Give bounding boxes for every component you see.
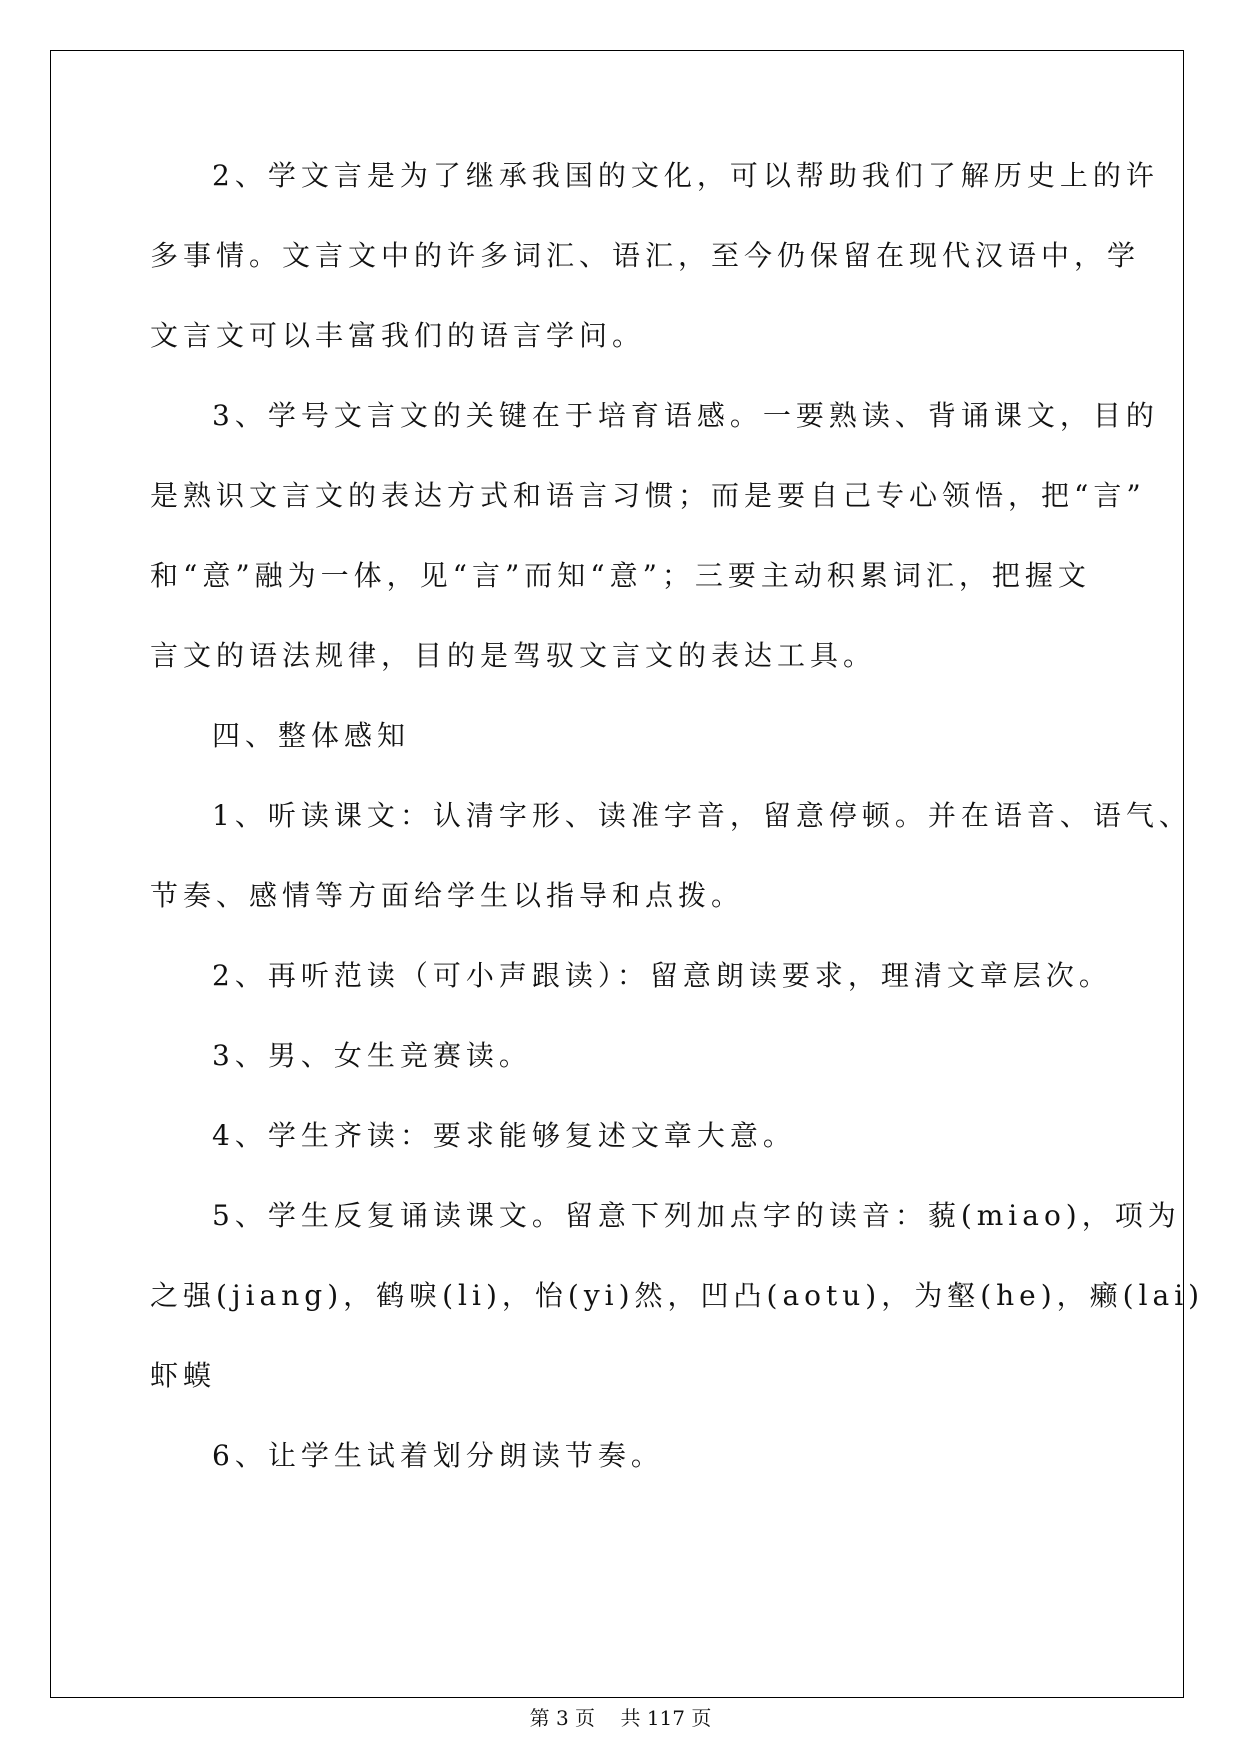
paragraph-line: 2、学文言是为了继承我国的文化，可以帮助我们了解历史上的许: [212, 159, 1159, 192]
paragraph-line: 言文的语法规律，目的是驾驭文言文的表达工具。: [150, 639, 877, 672]
paragraph-line: 和“意”融为一体，见“言”而知“意”；三要主动积累词汇，把握文: [150, 559, 1091, 592]
paragraph-line: 6、让学生试着划分朗读节奏。: [212, 1439, 664, 1472]
paragraph-line: 1、听读课文：认清字形、读准字音，留意停顿。并在语音、语气、: [212, 799, 1192, 832]
paragraph-line: 4、学生齐读：要求能够复述文章大意。: [212, 1119, 796, 1152]
paragraph-line: 之强(jiang)，鹤唳(li)，怡(yi)然，凹凸(aotu)，为壑(he)，癞(lai): [150, 1279, 1205, 1312]
paragraph-line: 文言文可以丰富我们的语言学问。: [150, 319, 646, 352]
page-footer: 第 3 页 共 117 页: [529, 1706, 712, 1730]
section-heading: 四、整体感知: [212, 719, 411, 752]
paragraph-line: 2、再听范读（可小声跟读）：留意朗读要求，理清文章层次。: [212, 959, 1112, 992]
page-body: [150, 159, 1205, 1520]
paragraph-line: 虾蟆: [150, 1359, 217, 1392]
paragraph-line: 节奏、感情等方面给学生以指导和点拨。: [150, 879, 745, 912]
paragraph-line: 3、学号文言文的关键在于培育语感。一要熟读、背诵课文，目的: [212, 399, 1159, 432]
paragraph-line: 多事情。文言文中的许多词汇、语汇，至今仍保留在现代汉语中，学: [150, 239, 1141, 272]
paragraph-line: 是熟识文言文的表达方式和语言习惯；而是要自己专心领悟，把“言”: [150, 479, 1146, 512]
paragraph-line: 3、男、女生竞赛读。: [212, 1039, 532, 1072]
paragraph-line: 5、学生反复诵读课文。留意下列加点字的读音：藐(miao)，项为: [212, 1199, 1181, 1232]
